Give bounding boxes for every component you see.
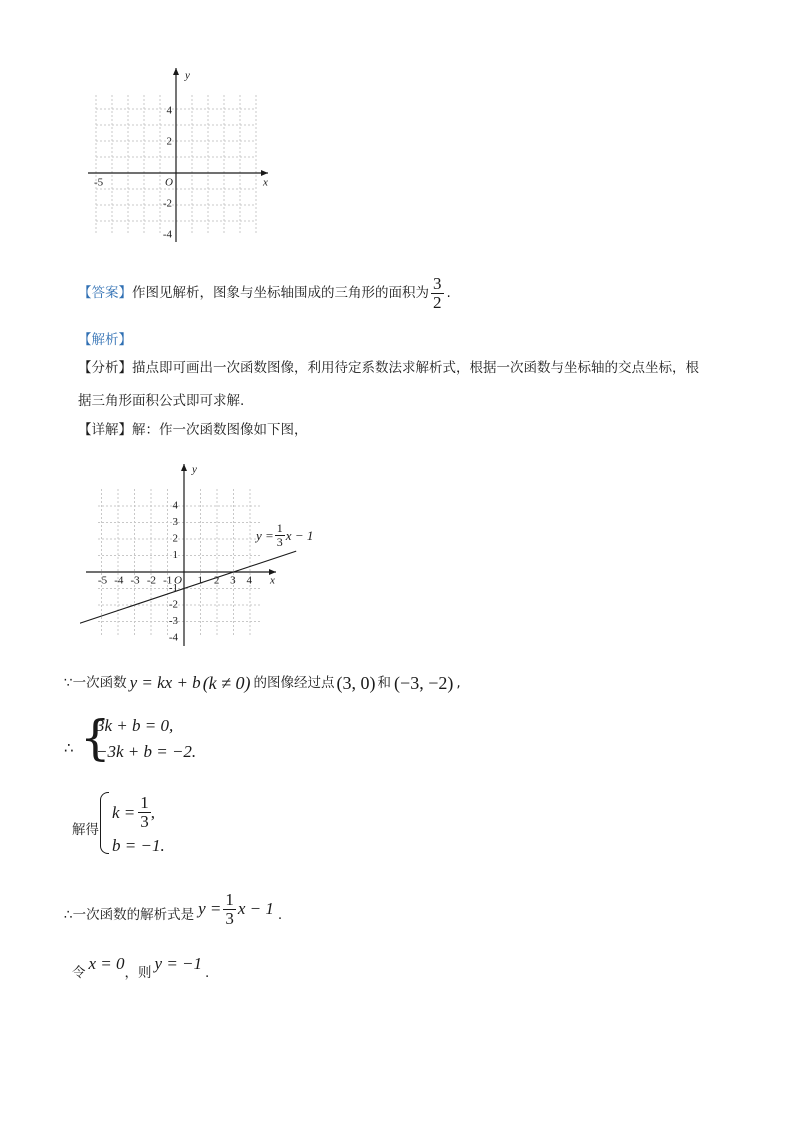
x-axis-label: x — [263, 176, 268, 189]
step1-point-1: (3, 0) — [336, 673, 376, 693]
x-tick-label: -3 — [130, 574, 140, 587]
step1-formula: y = kx + b — [129, 673, 201, 692]
x-tick-label: -5 — [94, 176, 104, 189]
step3-k-frac — [138, 794, 151, 831]
step1-point-2: (−3, −2) — [394, 673, 454, 693]
x-tick-label: -2 — [146, 574, 156, 587]
step4-rhs: x − 1 — [237, 899, 274, 918]
step5-ling: 令 — [72, 965, 86, 981]
y-tick-label: 1 — [172, 549, 178, 562]
y-tick-label: -2 — [162, 197, 172, 210]
x-axis-arrow — [261, 170, 268, 176]
x-tick-label: 3 — [230, 574, 236, 587]
function-graph — [80, 458, 340, 650]
step4-den: 3 — [225, 908, 234, 928]
step1-prefix: ∵一次函数 — [64, 675, 127, 691]
step3-prefix: 解得 — [72, 822, 99, 838]
y-tick-label: 4 — [166, 104, 172, 117]
y-tick-label: 3 — [172, 516, 178, 529]
y-tick-label: -3 — [168, 615, 178, 628]
step5-cond: x = 0 — [88, 954, 125, 973]
answer-text: 作图见解析，图象与坐标轴围成的三角形的面积为 — [132, 285, 429, 301]
fenxi-line-1 — [78, 358, 699, 378]
step-4 — [64, 888, 282, 930]
y-axis-arrow — [181, 464, 187, 471]
answer-tag: 【答案】 — [78, 285, 132, 301]
step2-brace: { — [80, 710, 111, 766]
fenxi-text-1: 描点即可画出一次函数图像，利用待定系数法求解析式，根据一次函数与坐标轴的交点坐标，根 — [132, 360, 699, 376]
y-tick-label: -4 — [168, 631, 178, 644]
step1-cond: (k ≠ 0) — [202, 673, 251, 693]
origin-label: O — [174, 574, 182, 587]
analysis-tag: 【解析】 — [78, 332, 132, 348]
step4-num: 1 — [225, 889, 234, 909]
answer-line — [78, 273, 451, 313]
line-label-rhs: x − 1 — [285, 527, 314, 543]
step4-prefix: ∴一次函数的解析式是 — [64, 907, 195, 923]
y-axis-label: y — [192, 463, 197, 476]
line-label-lhs: y = — [256, 527, 274, 543]
x-tick-label: 2 — [213, 574, 220, 587]
fenxi-tag: 【分析】 — [78, 360, 132, 376]
line-label-den: 3 — [276, 535, 283, 549]
y-tick-label: -1 — [168, 582, 178, 595]
x-tick-label: -5 — [97, 574, 108, 587]
step2-therefore: ∴ — [64, 739, 74, 757]
step2-eq-1: 3k + b = 0, — [96, 716, 174, 735]
answer-fraction-den: 2 — [433, 292, 442, 312]
step3-k-den: 3 — [140, 812, 149, 831]
line-label — [256, 522, 313, 549]
x-axis-label: x — [270, 574, 275, 587]
answer-end: . — [446, 285, 451, 301]
step3-k — [112, 794, 155, 831]
y-tick-label: -4 — [162, 228, 172, 241]
step4-end: . — [277, 907, 283, 923]
step3-k-num: 1 — [140, 793, 149, 812]
detail-tag: 【详解】 — [78, 422, 132, 438]
step3-brace — [100, 792, 109, 854]
origin-label: O — [165, 176, 173, 189]
step3-b: b = −1. — [112, 836, 165, 855]
y-tick-label: 2 — [172, 532, 178, 545]
step3-k-end: , — [150, 802, 156, 822]
step-5 — [72, 954, 209, 982]
step4-lhs: y = — [198, 899, 222, 918]
y-axis-label: y — [185, 69, 190, 82]
line-label-num: 1 — [276, 521, 283, 535]
y-axis-arrow — [173, 68, 179, 75]
detail-text: 解：作一次函数图像如下图， — [132, 422, 308, 438]
coordinate-grid-blank — [82, 62, 282, 254]
fenxi-line-2: 据三角形面积公式即可求解. — [78, 393, 245, 409]
step1-mid: 的图像经过点 — [253, 675, 335, 691]
y-tick-label: 4 — [172, 499, 178, 512]
x-tick-label: -1 — [163, 574, 173, 587]
y-tick-label: 2 — [166, 135, 172, 148]
answer-fraction — [431, 275, 444, 312]
answer-fraction-num: 3 — [433, 273, 442, 293]
y-tick-label: -2 — [168, 598, 178, 611]
step5-end: . — [205, 965, 210, 981]
line-label-fraction — [275, 522, 285, 549]
step3-k-lhs: k = — [112, 802, 136, 822]
step2-eq-2: −3k + b = −2. — [96, 742, 197, 761]
detail-line — [78, 420, 308, 440]
step5-ze: ，则 — [124, 965, 152, 981]
step1-and: 和 — [377, 675, 392, 691]
step5-res: y = −1 — [154, 954, 203, 973]
x-tick-label: 1 — [197, 574, 204, 587]
step1-end: , — [456, 675, 461, 691]
x-tick-label: 4 — [246, 574, 252, 587]
step-1 — [64, 668, 461, 698]
function-line — [80, 551, 296, 624]
x-tick-label: -4 — [114, 574, 124, 587]
step4-frac — [223, 891, 236, 928]
